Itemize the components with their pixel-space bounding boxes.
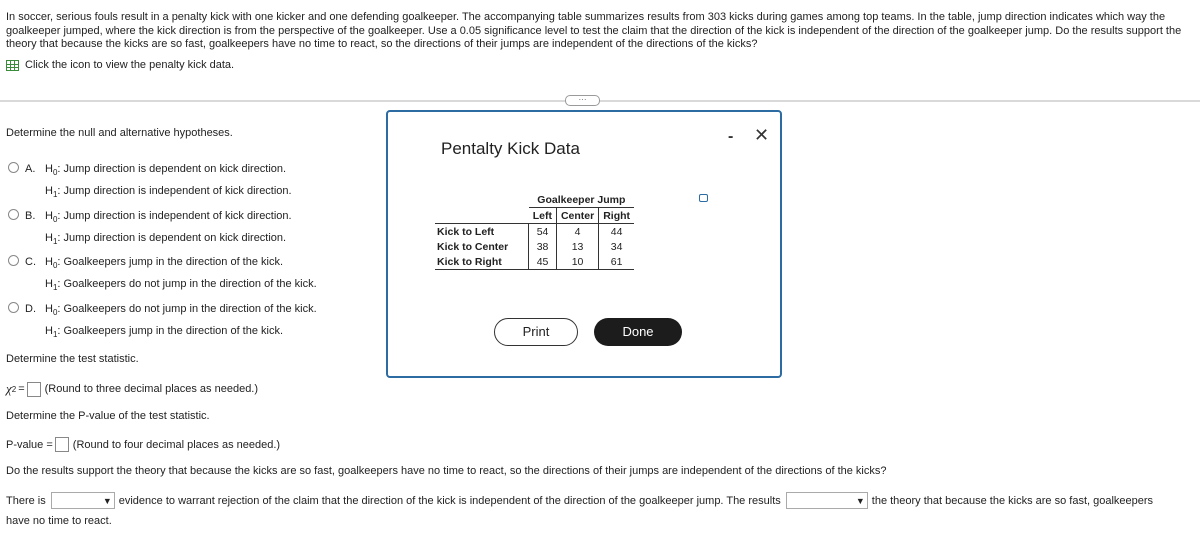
dropdown-arrow-icon: ▼ <box>855 495 865 506</box>
chi-square-input[interactable] <box>27 382 41 397</box>
option-d[interactable]: D. $H_0$: Goalkeepers do not jump in the direction of the kick. $H_1$: Goalkeepers jump in the direction of the kick. <box>8 300 317 344</box>
goalkeeper-jump-header: Goalkeeper Jump <box>529 192 634 208</box>
dialog-title: Pentalty Kick Data <box>441 139 580 158</box>
row-label: Kick to Left <box>435 224 529 240</box>
option-b[interactable]: B. $H_0$: Jump direction is independent of kick direction. $H_1$: Jump direction is dependent on kick direction. <box>8 207 292 251</box>
test-statistic-prompt: Determine the test statistic. <box>6 353 139 365</box>
minimize-button[interactable]: - <box>728 128 734 145</box>
table-cell: 34 <box>599 239 634 254</box>
p-value-input[interactable] <box>55 437 69 452</box>
question-text: In soccer, serious fouls result in a penalty kick with one kicker and one defending goalkeeper. The accompanying table summarizes results from 303 kicks during games among top teams. In the table, jump direction indicates which way the goalkeeper jumped, where the kick direction is from the perspective of the goalkeeper. Use a 0.05 significance level to test the claim that the direction of the kick is independent of the direction of the goalkeeper jump. Do the results support the theory that because the kicks are so fast, goalkeepers have no time to react, so the directions of their jumps are independent of the directions of the kicks? <box>6 11 1182 50</box>
p-value-prompt: Determine the P-value of the test statistic. <box>6 410 210 422</box>
option-a-h0: Jump direction is dependent on kick direction. <box>63 163 287 175</box>
support-dropdown[interactable] <box>786 492 868 509</box>
table-row <box>435 239 634 254</box>
radio-button[interactable] <box>8 162 19 173</box>
option-c-h1: Goalkeepers do not jump in the direction of the kick. <box>63 278 317 291</box>
option-a-h1: Jump direction is independent of kick direction. <box>63 185 292 198</box>
table-cell: 44 <box>599 224 634 240</box>
conclusion-row: There is ▼ evidence to warrant rejection of the claim that the direction of the kick is independent of the direction of the goalkeeper jump. The results ▼ the theory that because the kicks are so fast, goalkeepers <box>6 492 1153 509</box>
option-a[interactable]: A. $H_0$: Jump direction is dependent on kick direction. $H_1$: Jump direction is independent of kick direction. <box>8 160 292 204</box>
penalty-kick-dialog <box>386 110 782 378</box>
row-label: Kick to Right <box>435 254 529 270</box>
hypotheses-prompt: Determine the null and alternative hypotheses. <box>6 127 233 139</box>
view-data-link-label: Click the icon to view the penalty kick data. <box>25 59 235 71</box>
column-header: Center <box>556 208 598 224</box>
evidence-dropdown[interactable] <box>51 492 115 509</box>
column-header: Right <box>599 208 634 224</box>
rounding-note: (Round to four decimal places as needed.) <box>72 438 281 451</box>
done-button[interactable]: Done <box>594 318 682 346</box>
test-statistic-row: χ 2 = (Round to three decimal places as needed.) <box>6 381 259 396</box>
radio-button[interactable] <box>8 255 19 266</box>
p-value-row <box>6 437 280 452</box>
table-row <box>435 254 634 270</box>
option-c[interactable]: C. $H_0$: Goalkeepers jump in the direction of the kick. $H_1$: Goalkeepers do not jump in the direction of the kick. <box>8 253 317 297</box>
conclusion-question: Do the results support the theory that because the kicks are so fast, goalkeepers have no time to react, so the directions of their jumps are independent of the directions of the kicks? <box>6 465 887 477</box>
table-cell: 61 <box>599 254 634 270</box>
option-b-h0: Jump direction is independent of kick direction. <box>63 210 292 222</box>
conclusion-end: have no time to react. <box>6 515 112 527</box>
option-c-h0: Goalkeepers jump in the direction of the kick. <box>63 256 284 268</box>
table-cell: 4 <box>556 224 598 240</box>
view-data-link[interactable] <box>6 59 234 71</box>
print-button[interactable]: Print <box>494 318 578 346</box>
option-b-h1: Jump direction is dependent on kick direction. <box>63 232 287 245</box>
option-d-h1: Goalkeepers jump in the direction of the kick. <box>63 325 284 338</box>
table-row <box>435 224 634 240</box>
table-cell: 45 <box>529 254 557 270</box>
column-header: Left <box>532 209 552 222</box>
rounding-note: (Round to three decimal places as needed.) <box>44 383 259 395</box>
radio-button[interactable] <box>8 209 19 220</box>
table-cell: 13 <box>556 239 598 254</box>
table-cell: 38 <box>529 239 557 254</box>
table-cell: 54 <box>529 224 557 240</box>
dropdown-arrow-icon: ▼ <box>102 495 112 506</box>
more-dots-icon[interactable]: ··· <box>565 95 600 106</box>
table-grid-icon[interactable] <box>6 60 19 71</box>
table-cell: 10 <box>556 254 598 270</box>
close-icon[interactable]: ✕ <box>754 125 770 145</box>
radio-button[interactable] <box>8 302 19 313</box>
divider <box>0 100 1200 102</box>
p-value-label: P-value = <box>6 438 53 451</box>
row-label: Kick to Center <box>437 240 509 253</box>
penalty-kick-table <box>435 192 634 270</box>
copy-icon[interactable] <box>699 194 708 202</box>
option-d-h0: Goalkeepers do not jump in the direction of the kick. <box>63 303 317 315</box>
